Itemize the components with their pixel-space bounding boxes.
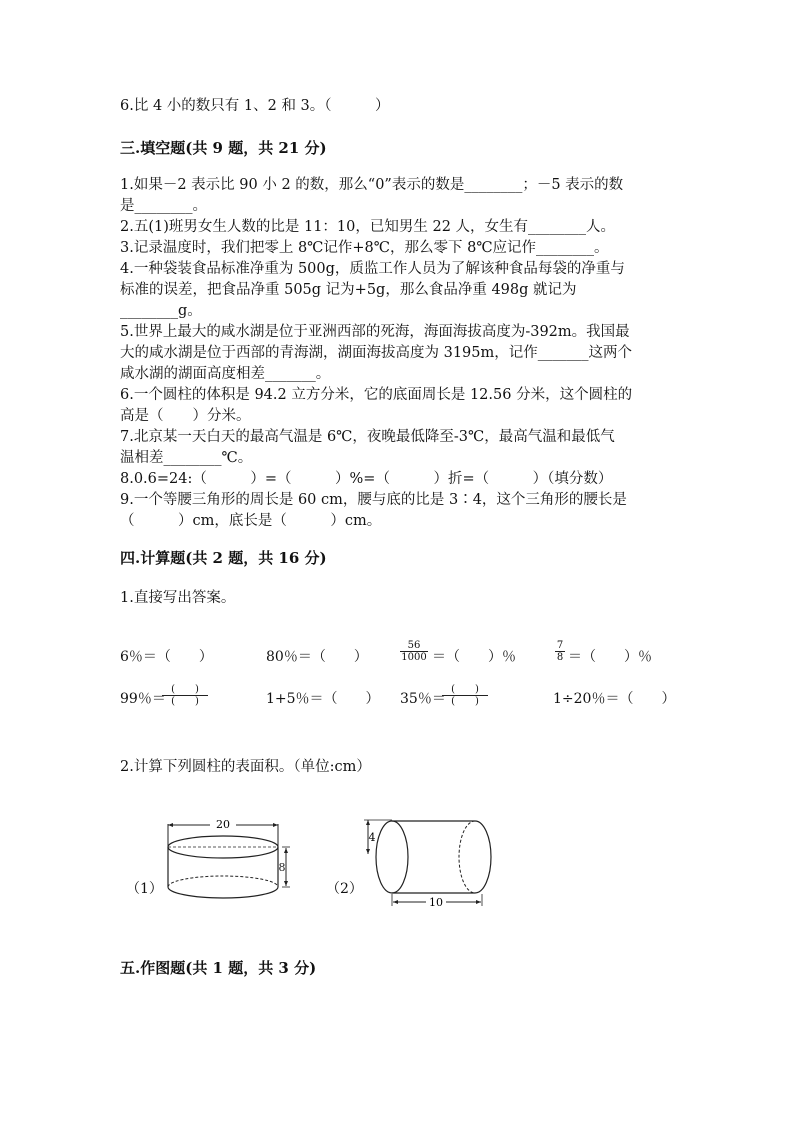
cylinder-figure-1 [160,812,300,912]
height-label: 8 [278,861,286,874]
cylinder-figure-2 [362,812,502,912]
figure-2-label: （2） [326,881,363,897]
figure-1-label: （1） [126,881,163,897]
calc-item: ＝（ ）％ [568,649,652,665]
fraction-numerator: ( ) [451,684,479,695]
calc-question-1: 1.直接写出答案。 [120,590,236,606]
fraction-numerator: ( ) [171,684,199,695]
fraction-denominator: 8 [556,652,564,663]
fill-line: 7.北京某一天白天的最高气温是 6℃，夜晚最低降至-3℃，最高气温和最低气 [120,429,615,445]
fill-line: 6.一个圆柱的体积是 94.2 立方分米，它的底面周长是 12.56 分米，这个圆柱的 [120,387,633,403]
fraction-denominator: 1000 [401,652,427,663]
calc-item: 1+5％＝（ ） [266,691,380,707]
fill-line: 温相差________℃。 [120,450,253,466]
fraction [555,640,565,663]
fill-line: ________g。 [120,303,202,319]
calc-item: 6％＝（ ） [120,649,213,665]
fraction-denominator: ( ) [162,695,208,707]
calc-item: 99％＝ [120,691,166,707]
length-label: 10 [429,896,443,909]
fill-line: 9.一个等腰三角形的周长是 60 cm，腰与底的比是 3∶4，这个三角形的腰长是 [120,492,627,508]
fill-line: 高是（ ）分米。 [120,408,251,424]
fill-line: （ ）cm，底长是（ ）cm。 [120,513,382,529]
fraction-blank [442,684,488,707]
diameter-label: 4 [368,831,376,844]
fraction-numerator: 56 [407,640,421,651]
fraction-numerator: 7 [556,640,564,651]
fill-line: 大的咸水湖是位于西部的青海湖，湖面海拔高度为 3195m，记作_______这两个 [120,345,633,361]
fill-line: 8.0.6=24:（ ）=（ ）%=（ ）折=（ ）（填分数） [120,471,613,487]
calc-question-2: 2.计算下列圆柱的表面积。（单位:cm） [120,759,371,775]
diameter-label: 20 [216,818,230,831]
fraction-blank [162,684,208,707]
fill-line: 标准的误差，把食品净重 505g 记为+5g，那么食品净重 498g 就记为 [120,282,577,298]
section-5-title: 五.作图题(共 1 题，共 3 分) [120,959,317,977]
section-3-title: 三.填空题(共 9 题，共 21 分) [120,139,327,157]
section-4-title: 四.计算题(共 2 题，共 16 分) [120,549,327,567]
calc-item: 1÷20％＝（ ） [553,691,676,707]
fill-line: 4.一种袋装食品标准净重为 500g，质监工作人员为了解该种食品每袋的净重与 [120,261,625,277]
fraction-denominator: ( ) [442,695,488,707]
fraction [400,640,428,663]
fill-line: 2.五(1)班男女生人数的比是 11：10，已知男生 22 人，女生有________人。 [120,219,616,235]
fill-line: 3.记录温度时，我们把零上 8℃记作+8℃，那么零下 8℃应记作________。 [120,240,609,256]
calc-item: ＝（ ）％ [432,649,516,665]
calc-item: 80％＝（ ） [266,649,368,665]
calc-item: 35％＝ [400,691,446,707]
fill-line: 5.世界上最大的咸水湖是位于亚洲西部的死海，海面海拔高度为-392m。我国最 [120,324,630,340]
question-6-true-false: 6.比 4 小的数只有 1、2 和 3。（ ） [120,98,390,114]
fill-line: 1.如果－2 表示比 90 小 2 的数，那么“0”表示的数是________；－5 表示的数 [120,177,624,193]
fill-line: 咸水湖的湖面高度相差_______。 [120,366,331,382]
fill-line: 是________。 [120,198,207,214]
